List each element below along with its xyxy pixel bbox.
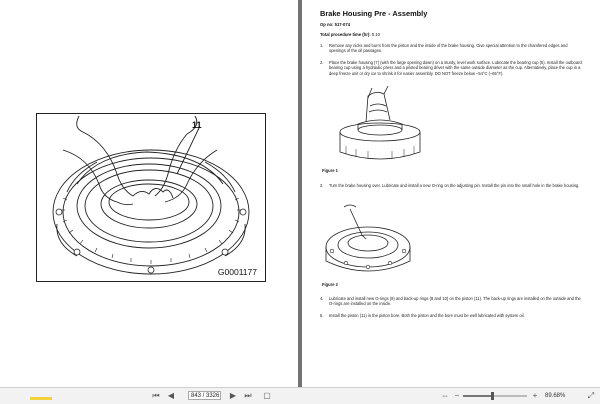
step-3	[320, 183, 582, 188]
page-right	[302, 0, 600, 387]
step-text: Turn the brake housing over. Lubricate and install a new O-ring on the adjusting pin. Install the pin into the small hole in the brake housing.	[329, 183, 580, 188]
step-text: Remove any nicks and burrs from the piston and the inside of the brake housing. Give special attention to the chamfered edges and openings of the oil passages.	[329, 43, 568, 54]
op-number: Op no: 517-074	[320, 22, 351, 27]
zoom-slider-handle[interactable]	[491, 392, 494, 400]
page-title: Brake Housing Pre - Assembly	[320, 9, 428, 18]
first-page-icon[interactable]: ⏮	[152, 391, 160, 400]
figure-2-label: Figure 2	[322, 282, 338, 287]
piston-illustration	[37, 114, 265, 281]
figure-1-label: Figure 1	[322, 168, 338, 173]
step-5	[320, 313, 582, 318]
viewer-toolbar	[0, 387, 600, 404]
step-number: 3.	[320, 183, 324, 188]
procedure-time-label: Total procedure time (hr):	[320, 32, 371, 37]
last-page-icon[interactable]: ⏭	[244, 391, 252, 400]
zoom-out-icon[interactable]: −	[454, 391, 460, 400]
step-4	[320, 296, 582, 307]
page-left	[0, 0, 298, 387]
highlight-indicator	[30, 397, 52, 400]
figure-callout: 11	[192, 120, 202, 130]
step-text: Lubricate and install new O-rings (9) and back-up rings (8 and 10) on the piston (11). The back-up rings are installed on the outside and the O-rings are installed on the inside.	[329, 296, 581, 307]
prev-page-icon[interactable]: ◀	[167, 391, 175, 400]
fullscreen-icon[interactable]: ⤢	[587, 391, 595, 400]
next-page-icon[interactable]: ▶	[229, 391, 237, 400]
fit-page-icon[interactable]: ▢	[263, 391, 271, 400]
step-number: 5.	[320, 313, 324, 318]
step-number: 2.	[320, 60, 324, 65]
step-number: 1.	[320, 43, 324, 48]
zoom-in-icon[interactable]: +	[532, 391, 538, 400]
zoom-level: 89.68%	[545, 393, 566, 399]
figure-1-illustration	[332, 86, 427, 162]
step-2	[320, 60, 582, 76]
procedure-time-value: 0.10	[370, 32, 380, 37]
zoom-slider[interactable]	[463, 395, 527, 397]
step-1	[320, 43, 582, 54]
figure-piston-install	[36, 113, 266, 282]
page-number-input[interactable]: 843 / 3326	[188, 391, 221, 400]
step-number: 4.	[320, 296, 324, 301]
figure-code: G0001177	[217, 267, 257, 277]
step-text: Place the brake housing (7) (with the large opening down) on a sturdy, level work surface. Lubricate the bearing cup (5). Install the outboard bearing cup using a hydraulic press and a piloted bearing driver with the same outside diameter as the cup. Alternatively, place the cup in a deep freeze unit or dry ice to shrink it for easier assembly. DO NOT freeze below –54°C (–65°F).	[329, 60, 582, 76]
figure-2-illustration	[322, 203, 414, 277]
zoom-slider-fill	[463, 395, 492, 397]
procedure-time	[320, 32, 380, 37]
fit-width-icon[interactable]: ⇔	[441, 391, 449, 400]
step-text: Install the piston (11) in the piston bore. Both the piston and the bore must be well lubricated with system oil.	[329, 313, 525, 318]
